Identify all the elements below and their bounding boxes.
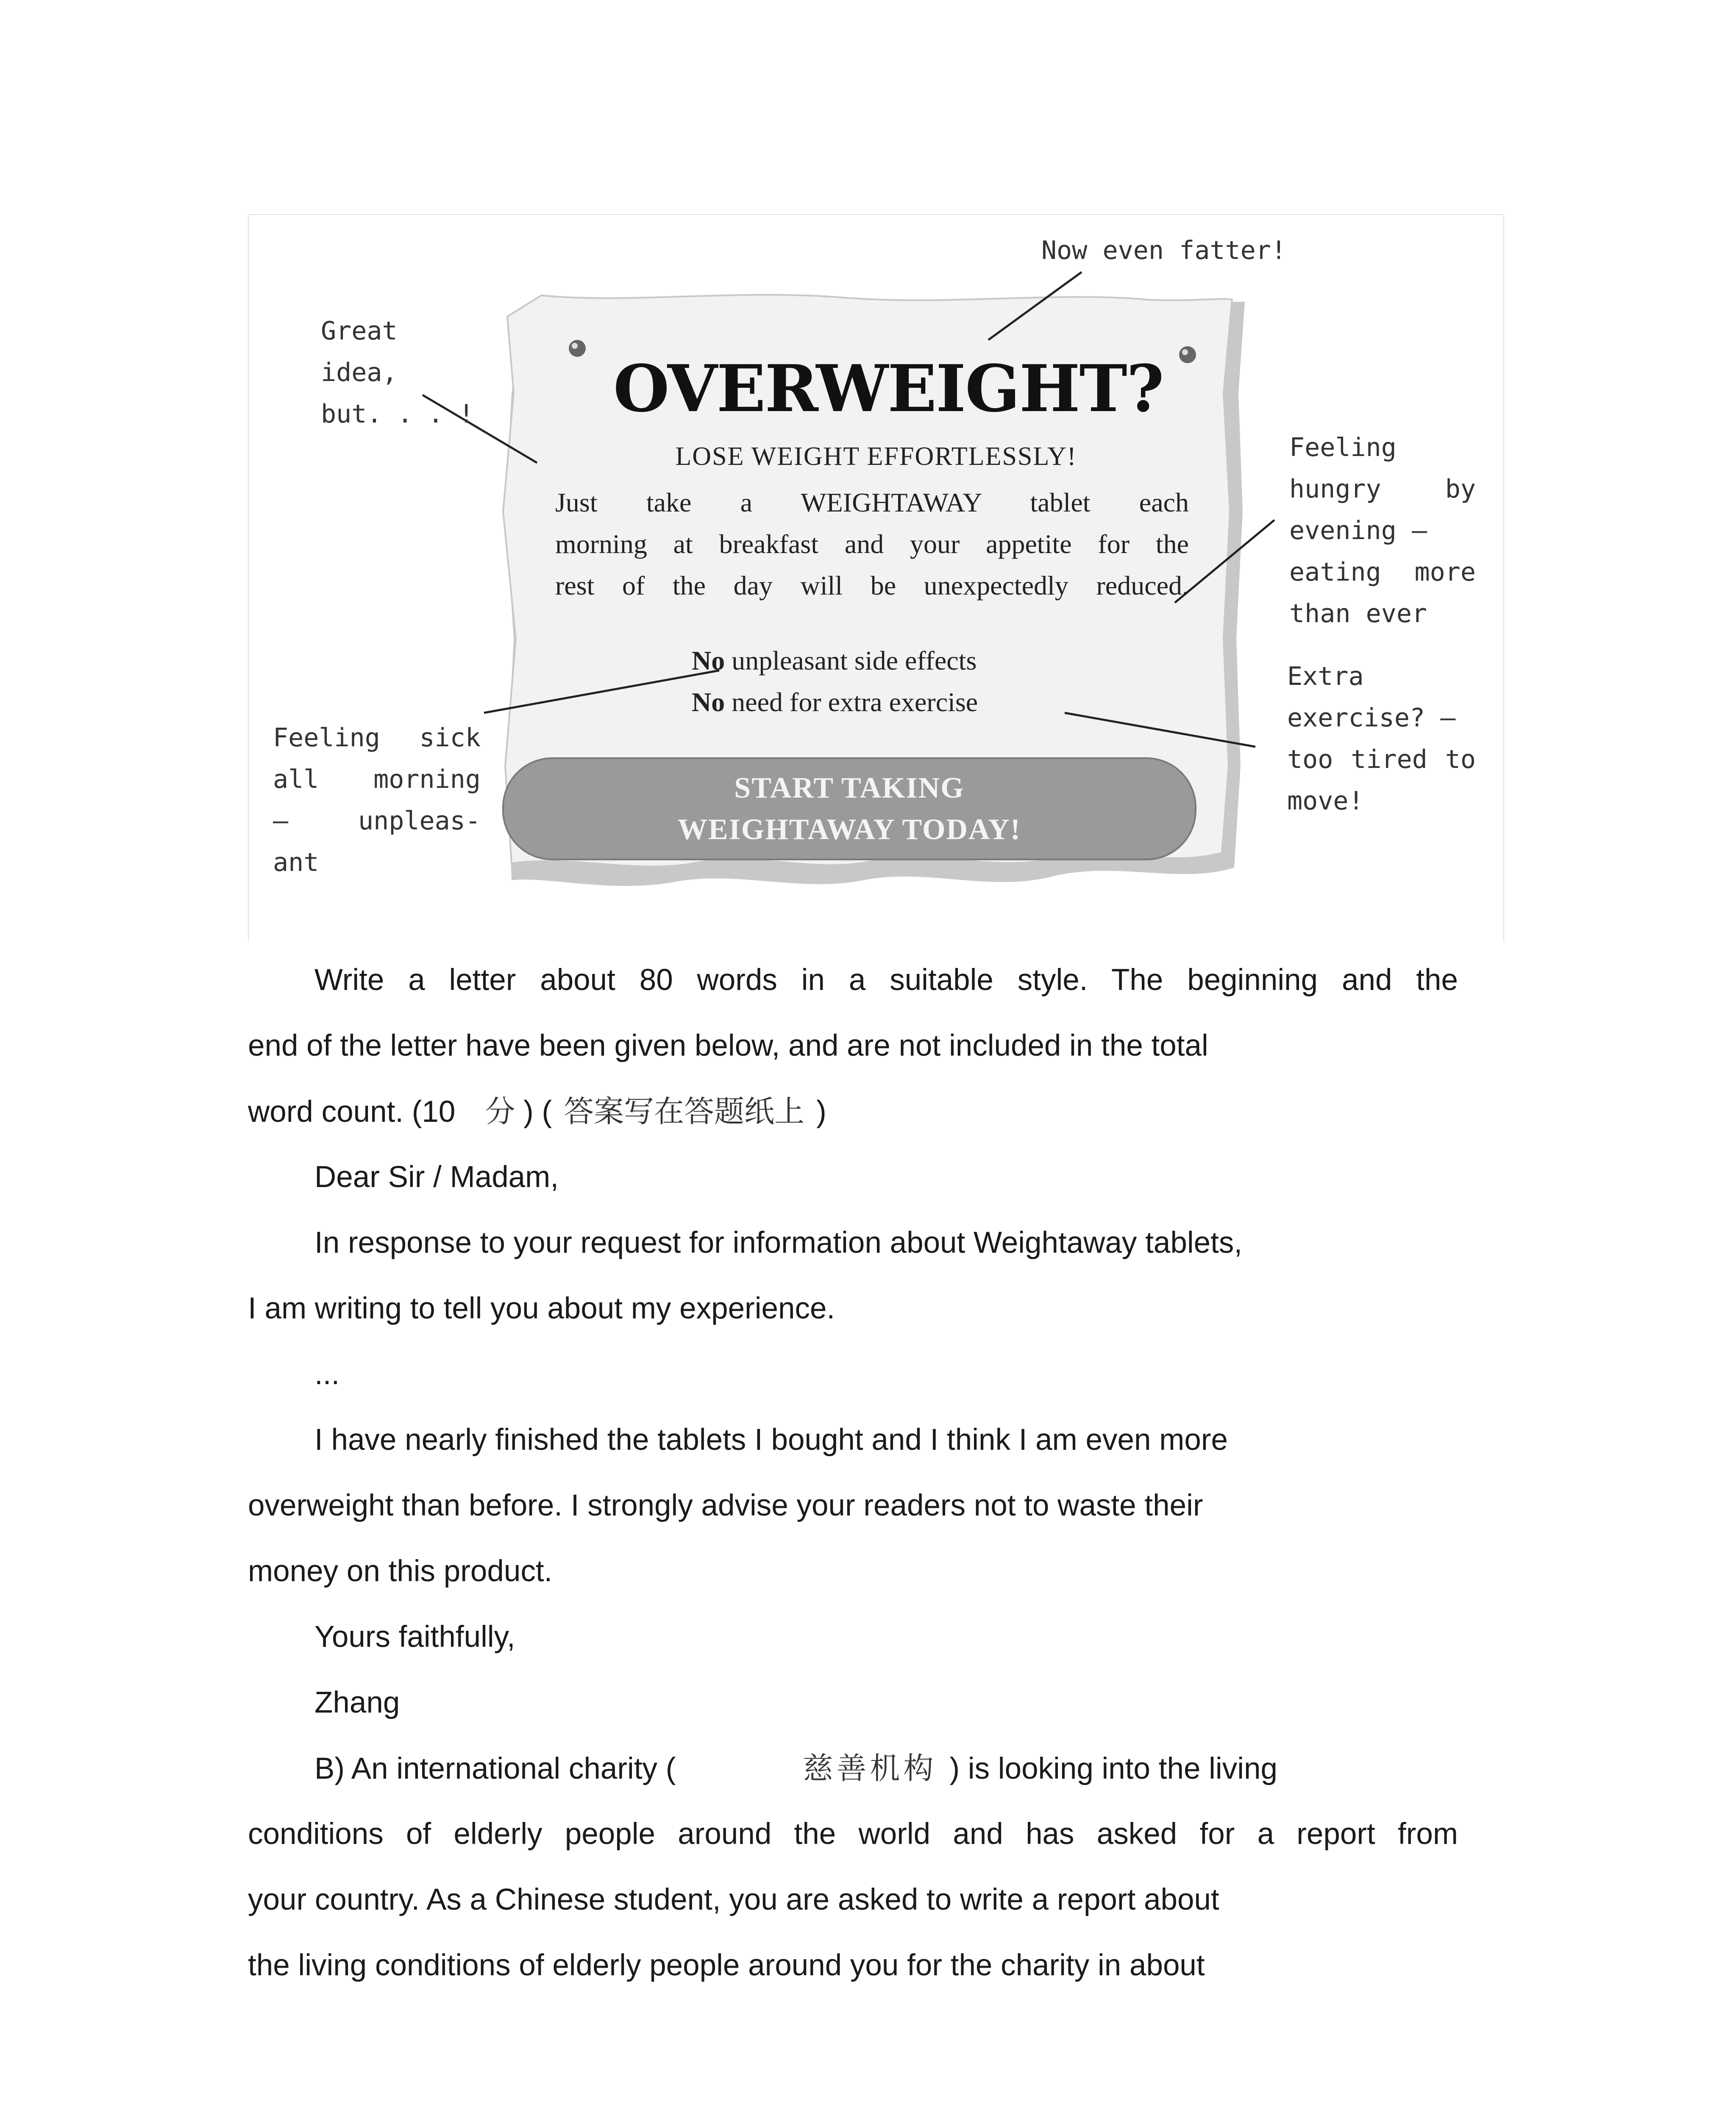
annotation-feeling-hungry (1289, 427, 1476, 634)
instruction-line: Write a letter about 80 words in a suitable style. The beginning and the (314, 963, 1458, 997)
task-b-line: conditions of elderly people around the world and has asked for a report from (248, 1817, 1458, 1851)
cta-line: START TAKING (734, 771, 965, 804)
annotation-line: eating more (1289, 557, 1476, 587)
annotation-line: all morning (273, 765, 481, 794)
advertisement-figure (248, 214, 1504, 942)
letter-opening-line: I am writing to tell you about my experience. (248, 1292, 835, 1325)
points-unit: 分 (485, 1094, 515, 1129)
letter-opening-line: In response to your request for information about Weightaway tablets, (314, 1226, 1243, 1260)
task-b-line: your country. As a Chinese student, you are asked to write a report about (248, 1883, 1219, 1916)
annotation-line: too tired to (1287, 745, 1476, 774)
task-b-line: the living conditions of elderly people around you for the charity in about (248, 1949, 1205, 1982)
annotation-great-idea (321, 310, 474, 435)
poster-feature-exercise (692, 687, 978, 718)
annotation-line: ant (273, 848, 319, 877)
letter-signature: Zhang (314, 1686, 400, 1719)
poster-body-line: rest of the day will be unexpectedly reduced. (555, 570, 1189, 601)
poster-body-line: morning at breakfast and your appetite for the (555, 529, 1189, 559)
cta-line: WEIGHTAWAY TODAY! (677, 813, 1021, 846)
annotation-line: Feeling sick (273, 723, 481, 753)
annotation-feeling-sick (273, 717, 481, 883)
task-b-charity-cn: 慈善机构 (803, 1751, 937, 1786)
letter-closing-line: overweight than before. I strongly advise your readers not to waste their (248, 1489, 1203, 1522)
annotation-line: exercise? — (1287, 703, 1456, 733)
task-b-prefix: B) An international charity ( (314, 1752, 676, 1785)
letter-closing-line: money on this product. (248, 1554, 553, 1588)
feature-strong: No (692, 645, 725, 676)
answer-note: 答案写在答题纸上 (564, 1094, 805, 1129)
letter-salutation: Dear Sir / Madam, (314, 1160, 559, 1194)
annotation-line: Great (321, 316, 398, 346)
pin-left-icon (569, 340, 586, 357)
letter-closing-line: I have nearly finished the tablets I bought and I think I am even more (314, 1423, 1228, 1457)
task-b-line (248, 1735, 1458, 1801)
annotation-line: Extra (1287, 662, 1364, 691)
pin-right-icon (1179, 346, 1196, 363)
poster-subheadline: LOSE WEIGHT EFFORTLESSLY! (675, 442, 1077, 471)
annotation-now-even-fatter: Now even fatter! (1041, 236, 1286, 265)
feature-text: unpleasant side effects (725, 645, 977, 676)
feature-text: need for extra exercise (725, 687, 978, 717)
paren-open: ) ( (523, 1095, 552, 1129)
annotation-line: move! (1287, 786, 1364, 816)
annotation-line: Feeling (1289, 433, 1397, 462)
poster-body-line: Just take a WEIGHTAWAY tablet each (555, 487, 1189, 517)
annotation-line: evening — (1289, 516, 1427, 545)
letter (248, 1144, 1458, 1735)
instruction-line: end of the letter have been given below, and are not included in the total (248, 1029, 1208, 1062)
annotation-line: but. . . ! (321, 399, 474, 429)
instruction-line (248, 1079, 1458, 1144)
letter-ellipsis: ... (314, 1357, 340, 1391)
poster-headline: OVERWEIGHT? (613, 350, 1163, 426)
annotation-extra-exercise (1287, 656, 1476, 822)
feature-strong: No (692, 687, 725, 717)
instruction-word-count: word count. (10 (248, 1095, 456, 1129)
annotation-line: — unpleas- (273, 806, 481, 836)
poster-feature-side-effects (692, 645, 976, 676)
writing-instruction (248, 947, 1458, 1144)
poster-body (555, 482, 1189, 606)
annotation-line: idea, (321, 358, 398, 387)
task-b-suffix: ) is looking into the living (949, 1752, 1277, 1785)
letter-signoff: Yours faithfully, (314, 1620, 515, 1654)
annotation-line: than ever (1289, 599, 1427, 628)
paren-close: ) (816, 1095, 826, 1129)
poster-cta-banner (502, 757, 1196, 860)
task-b (248, 1735, 1458, 1998)
annotation-line: hungry by (1289, 474, 1476, 504)
